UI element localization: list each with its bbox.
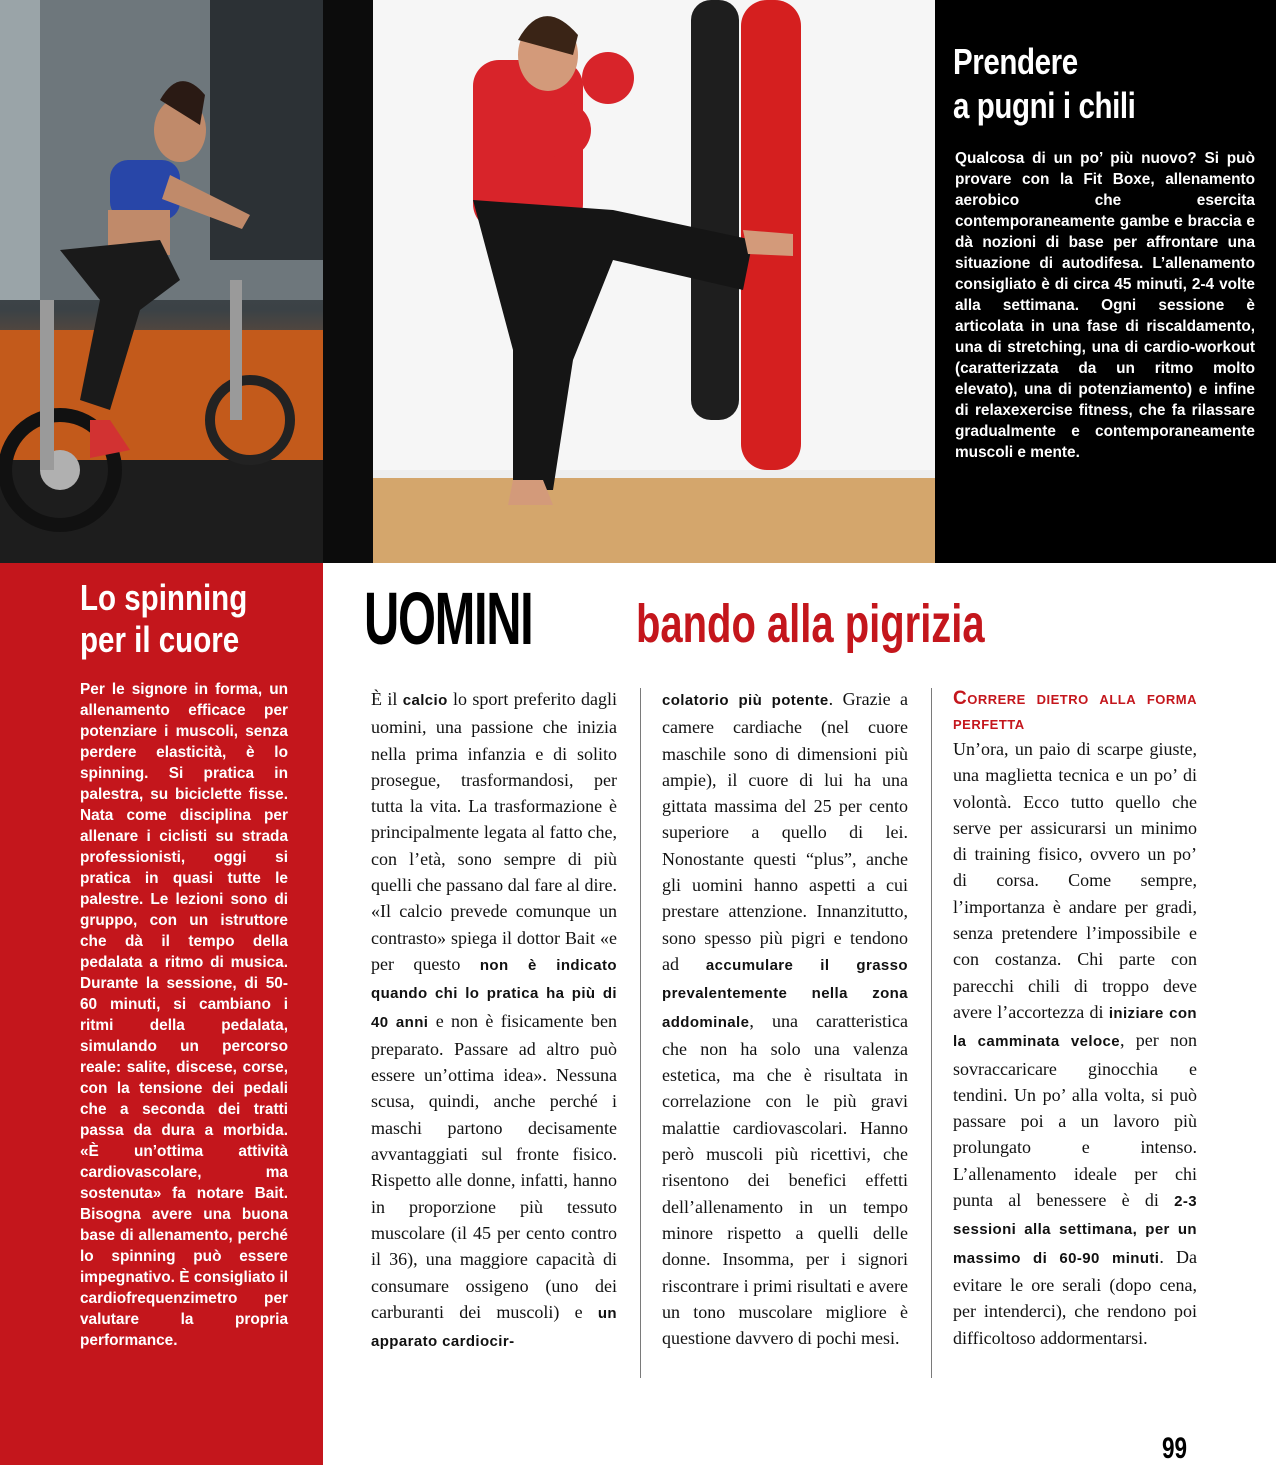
page-number: 99 [1162,1432,1188,1465]
highlight-text: non è indicato quando chi lo pratica ha più di 40 anni [371,956,617,1031]
headline-subtitle: bando alla pigrizia [636,594,985,654]
column-divider [640,688,641,1378]
highlight-text: iniziare con la camminata veloce [953,1004,1197,1051]
article-column-1 [371,686,617,1355]
body-text: Un’ora, un paio di scarpe giuste, una maglietta tecnica e un po’ di volontà. Ecco tutto quello che serve per assicurarsi un minimo di training fisico, ovvero un po’ di corsa. Come sempre, l’importanza è andare per gradi, senza pretendere l’impossibile e con costanza. Chi parte con parecchi chili di troppo deve avere l’accortezza di [953,739,1197,1022]
headline-main: UOMINI [364,577,533,660]
boxing-photo [323,0,935,563]
article-column-3 [953,686,1197,1351]
body-text: , per non sovraccaricare ginocchia e tendini. Un po’ alla volta, si può passare poi a un lavoro più prolungato e intenso. L’allenamento ideale per chi punta al benessere è di [953,1030,1197,1211]
spinning-title: Lo spinning per il cuore [80,577,248,660]
body-text: È il [371,689,403,709]
highlight-text: 2-3 sessioni alla settimana, per un massimo di 60-90 minuti [953,1193,1197,1267]
fit-boxe-text: Qualcosa di un po’ più nuovo? Si può provare con la Fit Boxe, allenamento aerobico che esercita contemporaneamente gambe e braccia e dà nozioni di base per affrontare una situazione di autodifesa. L’allenamento consigliato è di circa 45 minuti, 2-4 volte alla settimana. Ogni sessione è articolata in una fase di riscaldamento, una di stretching, una di cardio-workout (caratterizzata da un ritmo molto elevato), una di potenziamento) e infine di relaxexercise fitness, che fa rilassare gradualmente e contemporaneamente muscoli e mente. [955,150,1255,461]
highlight-text: un apparato cardiocir- [371,1304,617,1351]
spinning-text: Per le signore in forma, un allenamento efficace per potenziare i muscoli, senza perdere elasticità, è lo spinning. Si pratica in palestra, su biciclette fisse. Nata come disciplina per allenare i ciclisti su strada professionisti, oggi si pratica in quasi tutte le palestre. Le lezioni sono di gruppo, con un istruttore che dà il tempo della pedalata a ritmo di musica. Durante la sessione, di 50-60 minuti, si cambiano i ritmi della pedalata, simulando un percorso reale: salite, discese, corse, con la tensione dei pedali che a seconda dei tratti passa da dura a morbida. «È un’ottima attività cardiovascolare, ma sostenuta» fa notare Bait. Bisogna avere una buona base di allenamento, perché lo spinning può essere impegnativo. È consigliato il cardiofrequenzimetro per valutare la propria performance. [80,681,288,1349]
spinning-photo [0,0,323,563]
highlight-text: calcio [402,692,448,709]
running-subheading: Correre dietro alla forma perfetta [953,688,1197,734]
fit-boxe-sidebar [935,0,1276,563]
body-text: e non è fisicamente ben preparato. Passare ad altro può essere un’ottima idea». Nessuna scusa, quindi, anche perché i maschi partono decisamente avvantaggiati sul fronte fisico. Rispetto alle donne, infatti, hanno in proporzione più tessuto muscolare (il 45 per cento contro il 36), una maggiore capacità di consumare ossigeno (uno dei carburanti dei muscoli) e [371,1010,617,1322]
column-divider [931,688,932,1378]
article-column-2 [662,686,908,1351]
body-text: . Grazie a camere cardiache (nel cuore maschile sono di dimensioni più ampie), il cuore di lui ha una gittata massima del 25 per cento superiore a quello di lei. Nonostante questi “plus”, anche gli uomini hanno aspetti a cui prestare attenzione. Innanzitutto, sono spesso più pigri e tendono ad [662,689,908,974]
highlight-text: colatorio più potente [662,692,829,709]
highlight-text: accumulare il grasso prevalentemente nella zona addominale [662,956,908,1031]
spinning-sidebar [0,563,323,1465]
body-text: . Da evitare le ore serali (dopo cena, per intenderci), che rendono poi difficoltoso addormentarsi. [953,1246,1197,1348]
fit-boxe-title: Prendere a pugni i chili [953,41,1136,126]
body-text: lo sport preferito dagli uomini, una passione che inizia nella prima infanzia e di solito prosegue, trasformandosi, per tutta la vita. La trasformazione è principalmente legata al fatto che, con l’età, sono sempre di più quelli che passano dal fare al dire. «Il calcio prevede comunque un contrasto» spiega il dottor Bait «e per questo [371,689,617,974]
article-headline [364,574,985,670]
boxing-illustration [323,0,935,563]
spinning-illustration [0,0,323,563]
body-text: , una caratteristica che non ha solo una valenza estetica, ma che è risultata in correlazione con le più gravi malattie cardiovascolari. Hanno però muscoli più ricettivi, che risentono dei benefici effetti dell’allenamento in un tempo minore rispetto a quelli delle donne. Insomma, per i signori riscontrare i primi risultati e avere un tono muscolare migliore è questione davvero di pochi mesi. [662,1010,908,1349]
